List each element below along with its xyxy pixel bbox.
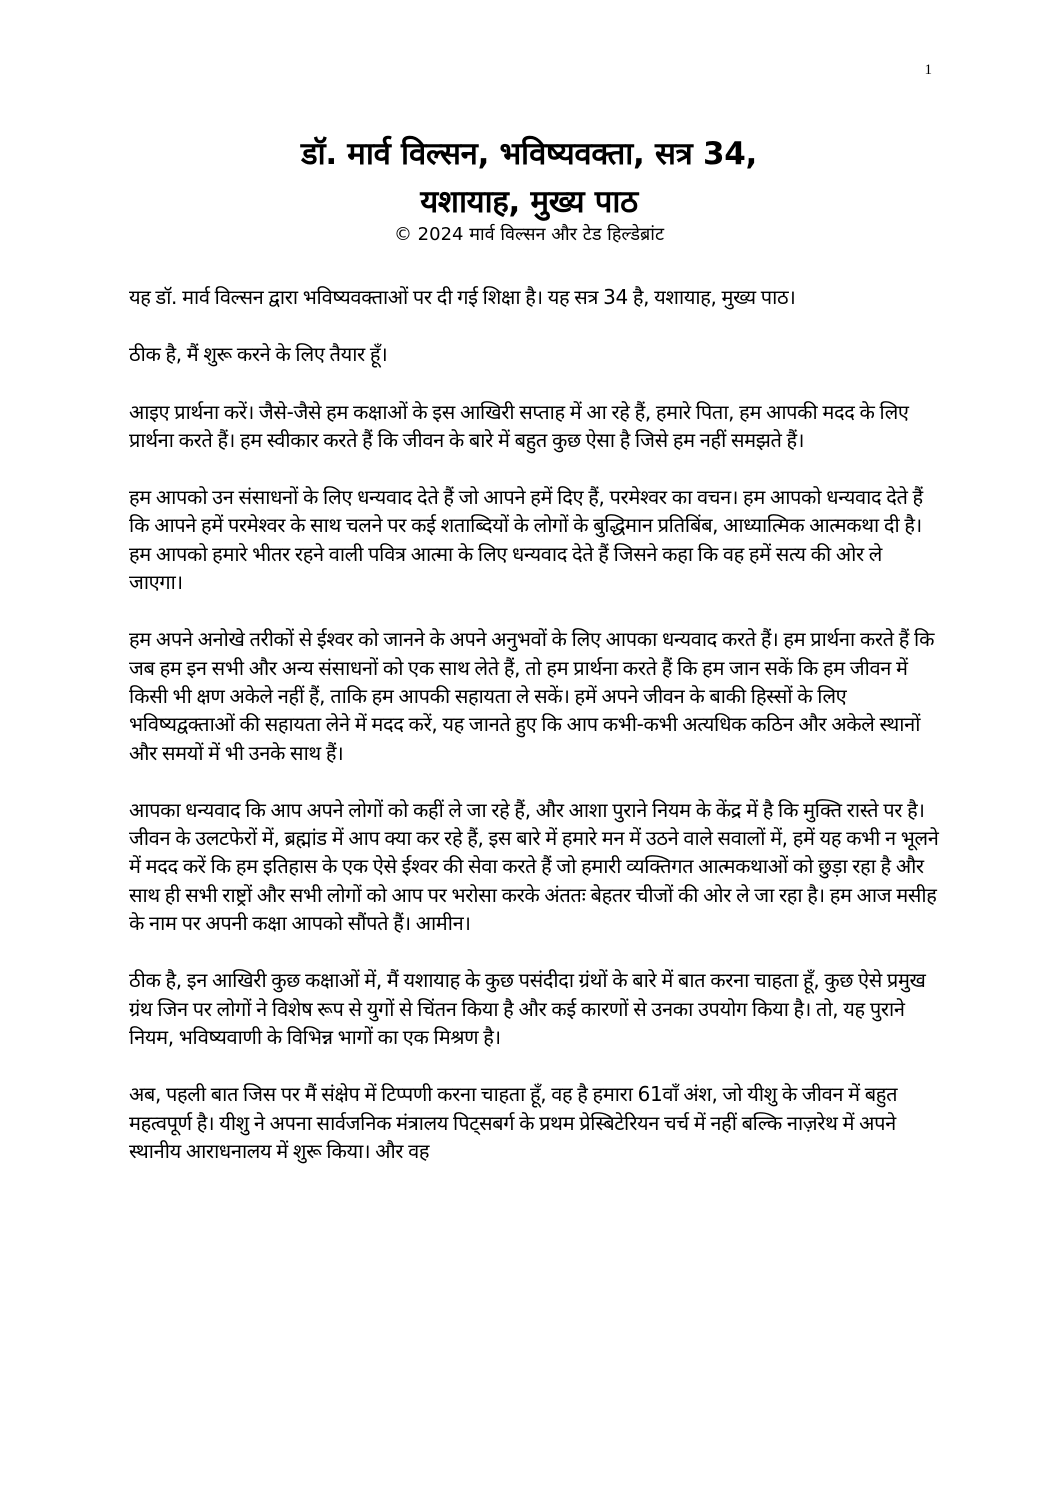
paragraph-prayer-closing: आपका धन्यवाद कि आप अपने लोगों को कहीं ले जा रहे हैं, और आशा पुराने नियम के केंद्र में है कि मुक्ति रास्ते पर है। जीवन के उलटफेरों में, ब्रह्मांड में आप क्या कर रहे हैं, इस बारे में हमारे मन में उठने वाले सवालों में, हमें यह कभी न भूलने में मदद करें कि हम इतिहास के एक ऐसे ईश्वर की सेवा करते हैं जो हमारी व्यक्तिगत आत्मकथाओं को छुड़ा रहा है और साथ ही सभी राष्ट्रों और सभी लोगों को आप पर भरोसा करके अंततः बेहतर चीजों की ओर ले जा रहा है। हम आज मसीह के नाम पर अपनी कक्षा आपको सौंपते हैं। आमीन। [129, 797, 939, 936]
document-title-line-1: डॉ. मार्व विल्सन, भविष्यवक्ता, सत्र 34, [301, 136, 757, 172]
paragraph-intro: यह डॉ. मार्व विल्सन द्वारा भविष्यवक्ताओं पर दी गई शिक्षा है। यह सत्र 34 है, यशायाह, मुख्य पाठ। [129, 285, 796, 309]
paragraph-prayer-thanks: हम आपको उन संसाधनों के लिए धन्यवाद देते हैं जो आपने हमें दिए हैं, परमेश्वर का वचन। हम आपको धन्यवाद देते हैं कि आपने हमें परमेश्वर के साथ चलने पर कई शताब्दियों के लोगों के बुद्धिमान प्रतिबिंब, आध्यात्मिक आत्मकथा दी है। हम आपको हमारे भीतर रहने वाली पवित्र आत्मा के लिए धन्यवाद देते हैं जिसने कहा कि वह हमें सत्य की ओर ले जाएगा। [129, 485, 923, 595]
document-title-line-2: यशायाह, मुख्य पाठ [420, 184, 638, 220]
paragraph-prayer-opening: आइए प्रार्थना करें। जैसे-जैसे हम कक्षाओं के इस आखिरी सप्ताह में आ रहे हैं, हमारे पिता, हम आपकी मदद के लिए प्रार्थना करते हैं। हम स्वीकार करते हैं कि जीवन के बारे में बहुत कुछ ऐसा है जिसे हम नहीं समझते हैं। [129, 399, 909, 452]
paragraph-isaiah-texts: ठीक है, इन आखिरी कुछ कक्षाओं में, मैं यशायाह के कुछ पसंदीदा ग्रंथों के बारे में बात करना चाहता हूँ, कुछ ऐसे प्रमुख ग्रंथ जिन पर लोगों ने विशेष रूप से युगों से चिंतन किया है और कई कारणों से उनका उपयोग किया है। तो, यह पुराने नियम, भविष्यवाणी के विभिन्न भागों का एक मिश्रण है। [129, 968, 926, 1049]
paragraph-isaiah-61: अब, पहली बात जिस पर मैं संक्षेप में टिप्पणी करना चाहता हूँ, वह है हमारा 61वाँ अंश, जो यीशु के जीवन में बहुत महत्वपूर्ण है। यीशु ने अपना सार्वजनिक मंत्रालय पिट्सबर्ग के प्रथम प्रेस्बिटेरियन चर्च में नहीं बल्कि नाज़रेथ में अपने स्थानीय आराधनालय में शुरू किया। और वह [129, 1082, 898, 1163]
copyright-notice: © 2024 मार्व विल्सन और टेड हिल्डेब्रांट [393, 224, 665, 245]
paragraph-prayer-experiences: हम अपने अनोखे तरीकों से ईश्वर को जानने के अपने अनुभवों के लिए आपका धन्यवाद करते हैं। हम प्रार्थना करते हैं कि जब हम इन सभी और अन्य संसाधनों को एक साथ लेते हैं, तो हम प्रार्थना करते हैं कि हम जान सकें कि हम जीवन में किसी भी क्षण अकेले नहीं हैं, ताकि हम आपकी सहायता ले सकें। हमें अपने जीवन के बाकी हिस्सों के लिए भविष्यद्वक्ताओं की सहायता लेने में मदद करें, यह जानते हुए कि आप कभी-कभी अत्यधिक कठिन और अकेले स्थानों और समयों में भी उनके साथ हैं। [129, 627, 935, 765]
document-body [129, 283, 939, 1194]
document-header [120, 130, 938, 248]
page-number: 1 [924, 62, 932, 78]
paragraph-ready: ठीक है, मैं शुरू करने के लिए तैयार हूँ। [129, 342, 388, 367]
